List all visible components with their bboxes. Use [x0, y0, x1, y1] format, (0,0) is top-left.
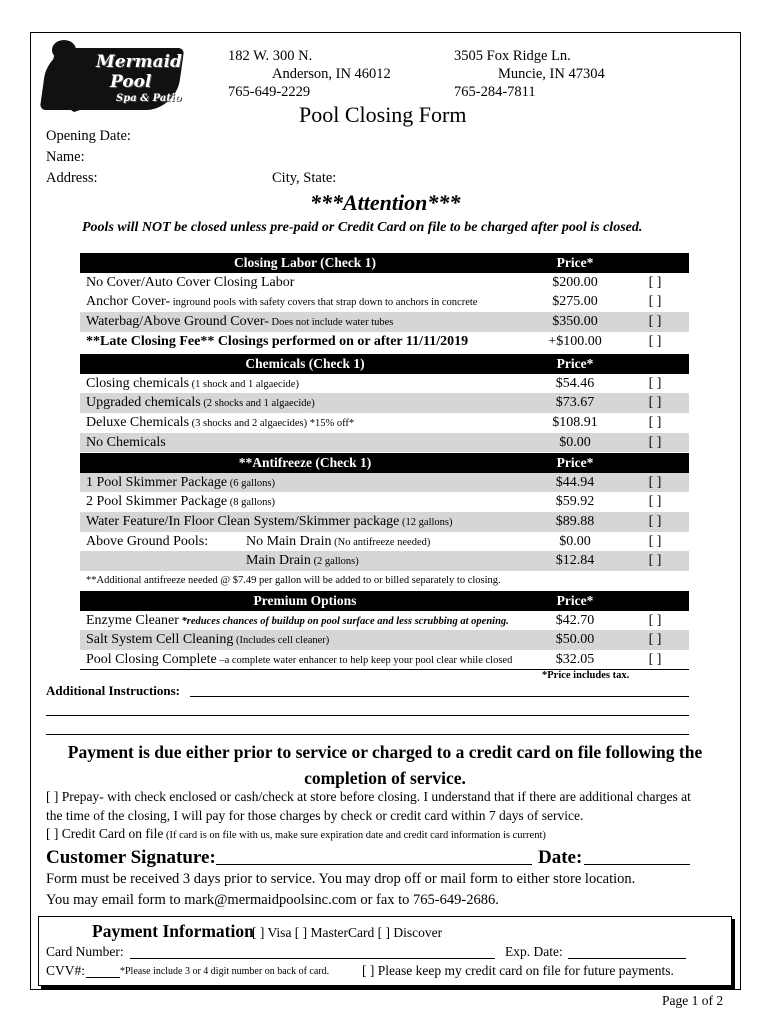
antifreeze-footnote: **Additional antifreeze needed @ $7.49 per gallon will be added to or billed separately to closing.: [86, 575, 501, 587]
form-title: Pool Closing Form: [299, 102, 467, 127]
exp-date-label: Exp. Date:: [505, 944, 563, 959]
checkbox[interactable]: [ ]: [648, 274, 662, 290]
date-label: Date:: [538, 847, 583, 868]
opening-date-field[interactable]: Opening Date:: [46, 128, 131, 144]
signature-line[interactable]: [216, 864, 532, 865]
checkbox[interactable]: [ ]: [648, 314, 662, 330]
table-row: [80, 393, 689, 413]
logo-text-mermaid: Mermaid: [96, 52, 182, 72]
item-price: +$100.00: [548, 333, 602, 349]
item-price: $350.00: [552, 314, 598, 330]
customer-signature-label: Customer Signature:: [46, 847, 216, 868]
closing-labor-table: [80, 253, 689, 351]
checkbox[interactable]: [ ]: [648, 474, 662, 490]
city-state-field[interactable]: City, State:: [272, 170, 337, 186]
checkbox[interactable]: [ ]: [648, 333, 662, 349]
checkbox[interactable]: [ ]: [648, 294, 662, 310]
item-subname: No Main Drain (No antifreeze needed): [246, 533, 431, 549]
item-price: $108.91: [552, 415, 598, 431]
checkbox[interactable]: [ ]: [648, 533, 662, 549]
store1-city: Anderson, IN 46012: [272, 66, 391, 82]
section-title: **Antifreeze (Check 1): [238, 455, 372, 470]
item-price: $89.88: [555, 514, 595, 530]
table-row: [80, 374, 689, 394]
checkbox[interactable]: [ ]: [648, 434, 662, 450]
checkbox[interactable]: [ ]: [648, 553, 662, 569]
price-header: Price*: [556, 255, 594, 270]
item-price: $59.92: [555, 494, 595, 510]
checkbox[interactable]: [ ]: [648, 652, 662, 668]
address-field[interactable]: Address:: [46, 170, 98, 186]
checkbox[interactable]: [ ]: [648, 415, 662, 431]
item-name: Anchor Cover- inground pools with safety covers that strap down to anchors in concrete: [86, 294, 478, 310]
date-line[interactable]: [584, 864, 690, 865]
antifreeze-header: [80, 453, 689, 473]
section-title: Premium Options: [253, 593, 357, 608]
table-row: [80, 273, 689, 293]
table-row: [80, 433, 689, 453]
item-name: Pool Closing Complete –a complete water enhancer to help keep your pool clear while closed: [86, 652, 513, 668]
instructions-line[interactable]: [46, 715, 689, 716]
item-price: $54.46: [555, 375, 595, 391]
store1-street: 182 W. 300 N.: [228, 48, 313, 64]
price-header: Price*: [556, 356, 594, 371]
price-header: Price*: [556, 593, 594, 608]
table-row: [80, 630, 689, 650]
table-row: [80, 512, 689, 532]
item-name: 1 Pool Skimmer Package (6 gallons): [86, 474, 275, 490]
item-name: Water Feature/In Floor Clean System/Skimmer package (12 gallons): [86, 514, 453, 530]
item-price: $44.94: [555, 474, 595, 490]
item-name: Deluxe Chemicals (3 shocks and 2 algaecides) *15% off*: [86, 415, 355, 431]
card-number-label: Card Number:: [46, 944, 124, 959]
chemicals-header: [80, 354, 689, 374]
item-price: $73.67: [555, 395, 595, 411]
antifreeze-table: [80, 453, 689, 591]
item-price: $12.84: [555, 553, 595, 569]
checkbox[interactable]: [ ]: [648, 514, 662, 530]
store1-phone: 765-649-2229: [228, 84, 311, 100]
checkbox[interactable]: [ ]: [648, 632, 662, 648]
instructions-line[interactable]: [190, 696, 689, 697]
table-row: [80, 650, 689, 670]
item-price: $42.70: [555, 612, 595, 628]
item-name: Salt System Cell Cleaning (Includes cell cleaner): [86, 632, 330, 648]
logo-text-spa-patio: Spa & Patio: [116, 93, 182, 104]
item-name: 2 Pool Skimmer Package (8 gallons): [86, 494, 275, 510]
payment-heading: Payment is due either prior to service or charged to a credit card on file following the completion of service.: [67, 742, 703, 788]
table-row: [80, 292, 689, 312]
email-fax-note: You may email form to mark@mermaidpoolsinc.com or fax to 765-649-2686.: [46, 892, 499, 908]
section-title: Chemicals (Check 1): [245, 356, 365, 371]
logo-text-pool: Pool: [110, 72, 152, 92]
item-name: Closing chemicals (1 shock and 1 algaecide): [86, 375, 299, 391]
instructions-line[interactable]: [46, 734, 689, 735]
item-price: $0.00: [559, 434, 591, 450]
item-name: Waterbag/Above Ground Cover- Does not include water tubes: [86, 314, 394, 330]
cvv-line[interactable]: [86, 977, 120, 978]
keep-card-option[interactable]: [ ] Please keep my credit card on file for future payments.: [362, 963, 674, 978]
item-price: $50.00: [555, 632, 595, 648]
item-name: Enzyme Cleaner *reduces chances of buildup on pool surface and less scrubbing at opening.: [86, 612, 509, 628]
item-price: $200.00: [552, 274, 598, 290]
credit-card-option[interactable]: [ ] Credit Card on file (If card is on file with us, make sure expiration date and credit card information is current): [46, 826, 546, 841]
additional-instructions-label: Additional Instructions:: [46, 683, 180, 698]
section-title: Closing Labor (Check 1): [234, 255, 376, 270]
premium-header: [80, 591, 689, 611]
cvv-label: CVV#:: [46, 963, 86, 978]
exp-date-line[interactable]: [568, 958, 686, 959]
closing-labor-header: [80, 253, 689, 273]
premium-options-table: [80, 591, 689, 670]
prepay-option[interactable]: [ ] Prepay- with check enclosed or cash/check at store before closing. I understand that if there are additional charges at the time of the closing, I will pay for those charges by check or credit card within 7 days of service.: [46, 789, 691, 823]
item-price: $0.00: [559, 533, 591, 549]
table-row: [80, 413, 689, 433]
payment-information-title: Payment Information: [92, 921, 254, 941]
item-name: **Late Closing Fee** Closings performed on or after 11/11/2019: [86, 333, 469, 349]
tax-note: *Price includes tax.: [542, 670, 630, 681]
checkbox[interactable]: [ ]: [648, 395, 662, 411]
item-name: No Chemicals: [86, 434, 166, 450]
item-subname: Main Drain (2 gallons): [246, 553, 359, 569]
table-row: [80, 611, 689, 631]
table-row: [80, 551, 689, 571]
checkbox[interactable]: [ ]: [648, 612, 662, 628]
checkbox[interactable]: [ ]: [648, 494, 662, 510]
item-name: Above Ground Pools:: [86, 533, 209, 549]
name-field[interactable]: Name:: [46, 149, 85, 165]
item-price: $275.00: [552, 294, 598, 310]
submission-note: Form must be received 3 days prior to service. You may drop off or mail form to either store location.: [46, 871, 636, 887]
store2-city: Muncie, IN 47304: [498, 66, 605, 82]
price-header: Price*: [556, 455, 594, 470]
item-name: Upgraded chemicals (2 shocks and 1 algaecide): [86, 395, 315, 411]
cvv-note: *Please include 3 or 4 digit number on back of card.: [120, 966, 330, 977]
attention-note: Pools will NOT be closed unless pre-paid or Credit Card on file to be charged after pool is closed.: [82, 220, 643, 235]
table-row: [80, 532, 689, 552]
store2-phone: 765-284-7811: [454, 84, 536, 100]
table-row: [80, 312, 689, 332]
mermaid-icon: [44, 36, 84, 116]
item-price: $32.05: [555, 652, 595, 668]
checkbox[interactable]: [ ]: [648, 375, 662, 391]
item-name: No Cover/Auto Cover Closing Labor: [86, 274, 295, 290]
store2-street: 3505 Fox Ridge Ln.: [454, 48, 571, 64]
table-row: [80, 473, 689, 493]
page-number: Page 1 of 2: [662, 993, 724, 1008]
attention-title: ***Attention***: [310, 190, 461, 215]
card-number-line[interactable]: [130, 958, 495, 959]
table-row: [80, 332, 689, 352]
table-row: [80, 492, 689, 512]
card-type-options[interactable]: [ ] Visa [ ] MasterCard [ ] Discover: [252, 925, 443, 940]
chemicals-table: [80, 354, 689, 452]
